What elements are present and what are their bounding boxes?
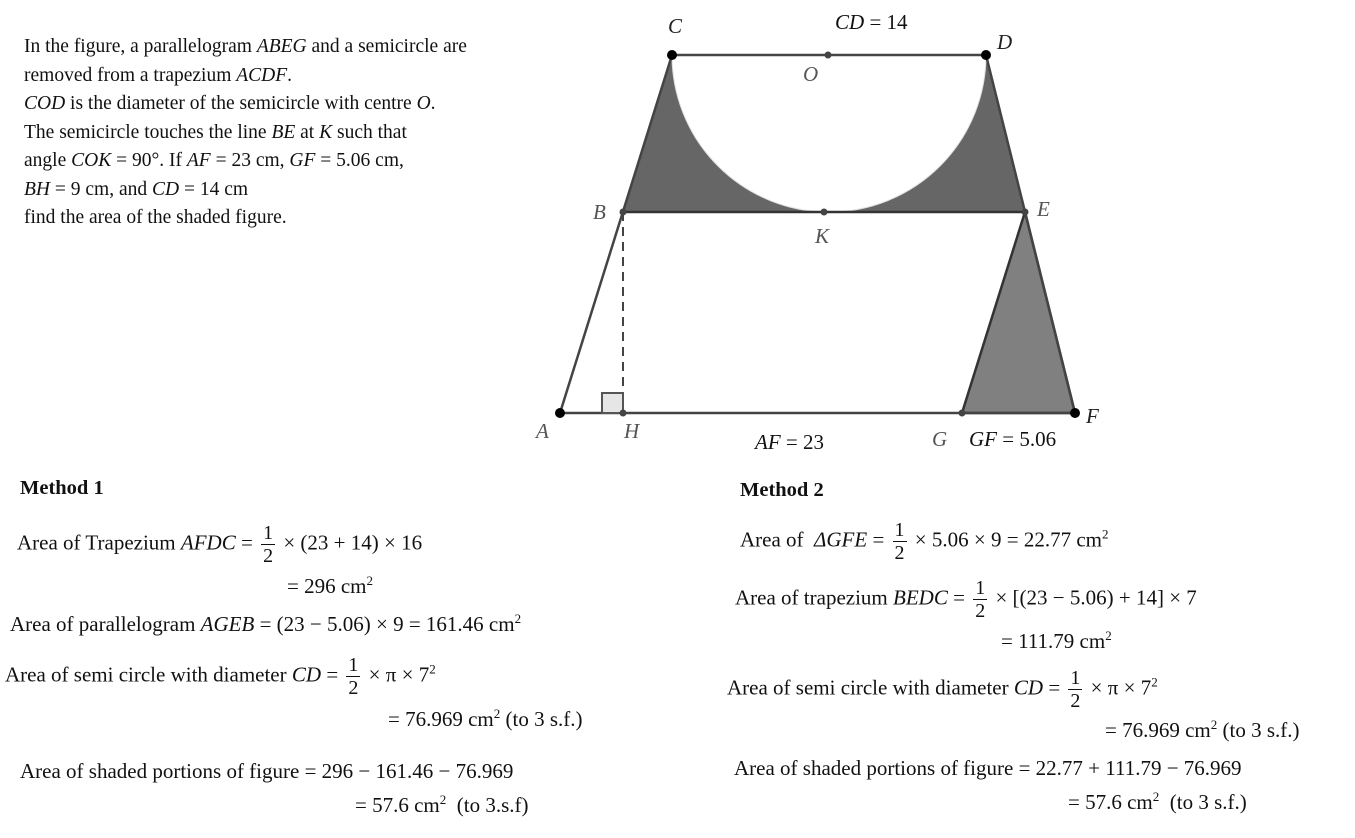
expr: × 5.06 × 9 = 22.77 cm — [909, 527, 1102, 552]
var: ΔGFE — [814, 527, 868, 552]
method1-semicircle-result — [388, 707, 583, 732]
label-f: F — [1086, 404, 1099, 428]
label: Area of semi circle with diameter — [5, 662, 292, 687]
label-o: O — [803, 62, 819, 86]
label: Area of Trapezium — [17, 530, 181, 555]
method1-parallelogram-area — [10, 612, 521, 637]
eq: = — [235, 530, 259, 555]
expr: × π × 7 — [363, 662, 430, 687]
result: = 76.969 cm — [1105, 718, 1211, 742]
fraction — [346, 654, 360, 699]
point-f — [1070, 408, 1080, 418]
note: (to 3 s.f.) — [500, 707, 583, 731]
numerator: 1 — [263, 522, 274, 544]
var: BEDC — [893, 585, 948, 610]
expr: × [(23 − 5.06) + 14] × 7 — [990, 585, 1197, 610]
var: CD — [291, 662, 322, 687]
method1-shaded-result — [355, 793, 529, 818]
exponent: 2 — [366, 573, 373, 588]
exponent: 2 — [439, 792, 447, 807]
label-g: G — [932, 427, 948, 451]
label: Area of shaded portions of figure = 296 − 161.46 − 76.969 — [20, 759, 514, 783]
method1-title: Method 1 — [20, 477, 104, 499]
fraction — [261, 522, 275, 567]
method1-trapezium-result — [287, 574, 373, 599]
denominator: 2 — [263, 545, 274, 567]
label: Area of shaded portions of figure = 22.77 + 111.79 − 76.969 — [734, 756, 1242, 780]
fraction — [1068, 667, 1082, 712]
measure-gf: GF = 5.06 — [969, 427, 1057, 451]
result: = 76.969 cm — [388, 707, 494, 731]
result: = 296 cm — [287, 574, 367, 598]
label: Area of trapezium — [735, 585, 894, 610]
method1-shaded-area — [20, 759, 513, 784]
numerator: 1 — [348, 654, 359, 676]
label-d: D — [997, 30, 1013, 54]
problem-line: The semicircle touches the line BE at K such that — [24, 121, 407, 143]
denominator: 2 — [1070, 690, 1081, 712]
point-d — [981, 50, 991, 60]
problem-line: angle COK = 90°. If AF = 23 cm, GF = 5.06 cm, — [24, 150, 404, 171]
exponent: 2 — [1152, 789, 1160, 804]
exponent: 2 — [514, 611, 522, 626]
exponent: 2 — [1105, 628, 1112, 643]
note: (to 3.s.f) — [446, 793, 529, 817]
method2-title: Method 2 — [740, 479, 824, 501]
label-e: E — [1037, 197, 1050, 221]
point-c — [667, 50, 677, 60]
point-g — [959, 410, 966, 417]
method1-semicircle-area — [5, 654, 436, 699]
note: (to 3 s.f.) — [1217, 718, 1300, 742]
segment-ca — [560, 55, 672, 413]
method1-trapezium-area — [17, 522, 422, 567]
var: AGEB — [200, 612, 255, 636]
var: AFDC — [180, 530, 236, 555]
exponent: 2 — [493, 706, 501, 721]
note: (to 3 s.f.) — [1159, 790, 1247, 814]
eq: = — [867, 527, 890, 552]
right-angle-marker — [602, 393, 623, 413]
problem-line: find the area of the shaded figure. — [24, 207, 287, 228]
problem-line: In the figure, a parallelogram ABEG and a semicircle are — [24, 36, 467, 57]
label: Area of — [740, 527, 815, 552]
point-k — [821, 209, 828, 216]
label-b: B — [593, 200, 606, 224]
label-a: A — [536, 419, 549, 443]
measure-af: AF = 23 — [755, 430, 824, 454]
label: Area of semi circle with diameter — [727, 675, 1014, 700]
point-b — [620, 209, 627, 216]
expr: × π × 7 — [1085, 675, 1152, 700]
eq: = — [321, 662, 344, 687]
method2-semicircle-result — [1105, 718, 1300, 743]
eq: = — [1043, 675, 1066, 700]
numerator: 1 — [1070, 667, 1081, 689]
fraction — [973, 577, 987, 622]
result: = 111.79 cm — [1001, 629, 1106, 653]
denominator: 2 — [894, 542, 905, 564]
method2-trapezium-result — [1001, 629, 1112, 654]
method2-trapezium-area — [735, 577, 1197, 622]
result: = 57.6 cm — [355, 793, 440, 817]
exponent: 2 — [1210, 717, 1218, 732]
denominator: 2 — [975, 600, 986, 622]
label-c: C — [668, 14, 683, 38]
fraction — [893, 519, 907, 564]
point-e — [1022, 209, 1029, 216]
triangle-gfe — [962, 212, 1075, 413]
method2-triangle-area — [740, 519, 1108, 564]
var: CD — [1013, 675, 1044, 700]
label: Area of parallelogram — [10, 612, 201, 636]
label-h: H — [624, 419, 640, 443]
point-o — [825, 52, 832, 59]
problem-line: COD is the diameter of the semicircle with centre O. — [24, 93, 436, 114]
expr: × (23 + 14) × 16 — [278, 530, 423, 555]
measure-cd: CD = 14 — [835, 10, 908, 34]
numerator: 1 — [975, 577, 986, 599]
numerator: 1 — [894, 519, 905, 541]
problem-line: BH = 9 cm, and CD = 14 cm — [24, 178, 249, 200]
problem-line: removed from a trapezium ACDF. — [24, 64, 293, 86]
denominator: 2 — [348, 677, 359, 699]
exponent: 2 — [429, 661, 436, 677]
result: = 57.6 cm — [1068, 790, 1153, 814]
method2-shaded-area — [734, 756, 1242, 781]
point-h — [620, 410, 627, 417]
method2-shaded-result — [1068, 790, 1247, 815]
expr: = (23 − 5.06) × 9 = 161.46 cm — [254, 612, 515, 636]
method2-semicircle-area — [727, 667, 1158, 712]
exponent: 2 — [1151, 674, 1158, 690]
point-a — [555, 408, 565, 418]
eq: = — [947, 585, 971, 610]
exponent: 2 — [1101, 526, 1109, 542]
label-k: K — [815, 224, 830, 248]
